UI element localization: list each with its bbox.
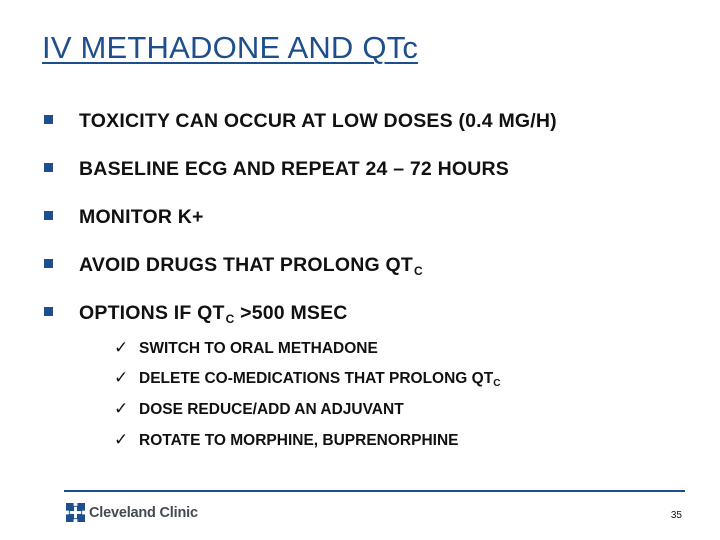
subscript: C [225,312,235,326]
checkmark-icon: ✓ [114,338,129,358]
subscript: C [414,264,423,278]
subscript: C [493,378,501,389]
bullet-item [44,110,557,133]
bullet-item [44,254,423,277]
sub-bullet-text: DOSE REDUCE/ADD AN ADJUVANT [139,401,404,418]
slide-title: IV METHADONE AND QTc [42,30,419,65]
square-bullet-icon [44,115,53,124]
bullet-item [44,302,348,325]
sub-bullet-text: SWITCH TO ORAL METHADONE [139,340,378,357]
bullet-text: MONITOR K+ [79,206,204,228]
bullet-item [44,206,204,229]
sub-bullet-item [114,399,404,419]
sub-bullet-text [139,370,500,388]
logo-text: Cleveland Clinic [89,504,198,521]
bullet-text [79,254,423,277]
square-bullet-icon [44,163,53,172]
square-bullet-icon [44,211,53,220]
checkmark-icon: ✓ [114,430,129,450]
square-bullet-icon [44,307,53,316]
bullet-text [79,302,348,325]
sub-bullet-item [114,368,500,388]
sub-bullet-text: ROTATE TO MORPHINE, BUPRENORPHINE [139,432,459,449]
bullet-item [44,158,509,181]
square-bullet-icon [44,259,53,268]
cleveland-clinic-logo [66,503,198,522]
checkmark-icon: ✓ [114,399,129,419]
bullet-text: BASELINE ECG AND REPEAT 24 – 72 HOURS [79,158,509,180]
bullet-text-main: OPTIONS IF QT [79,302,225,324]
sub-bullet-text-main: DELETE CO-MEDICATIONS THAT PROLONG QT [139,370,494,387]
bullet-text: TOXICITY CAN OCCUR AT LOW DOSES (0.4 MG/H) [79,110,557,132]
bullet-text-suffix: >500 MSEC [234,302,348,324]
sub-bullet-item [114,338,378,358]
checkmark-icon: ✓ [114,368,129,388]
bullet-text-main: AVOID DRUGS THAT PROLONG QT [79,254,414,276]
footer-divider [64,490,685,492]
page-number: 35 [670,510,682,521]
cleveland-clinic-cross-icon [66,503,85,522]
sub-bullet-item [114,430,459,450]
